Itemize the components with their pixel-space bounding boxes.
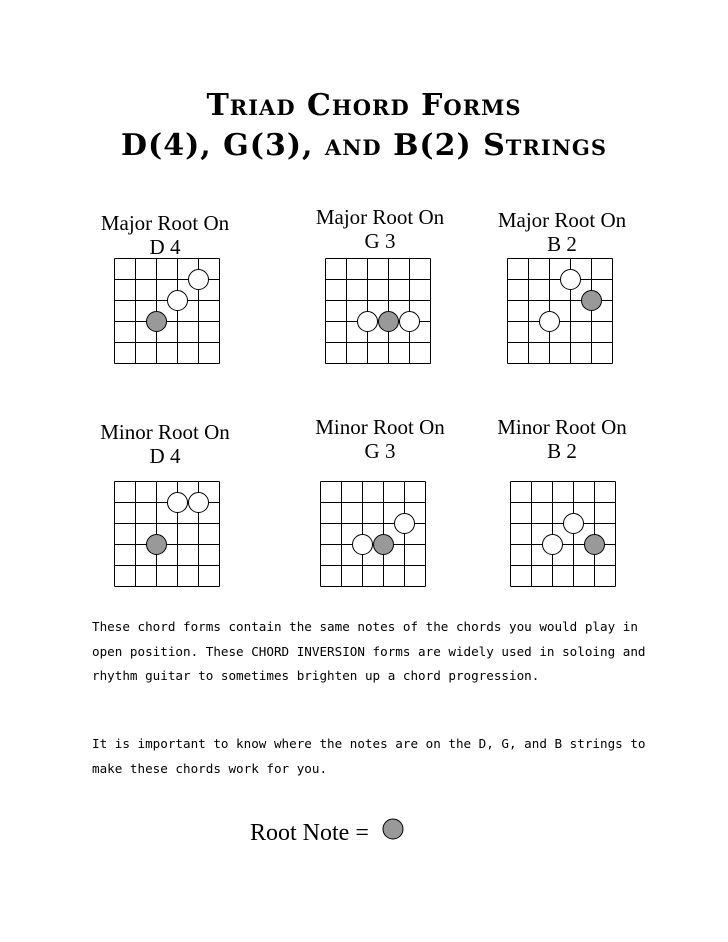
chart-label-line1: Major Root On [100, 211, 230, 235]
chart-label-minor-d [90, 420, 240, 468]
note-dot [358, 312, 378, 332]
note-dot [543, 535, 563, 555]
root-note-dot [147, 535, 167, 555]
chart-label-line2: G 3 [364, 229, 396, 253]
chart-label-line1: Minor Root On [100, 420, 230, 444]
chart-label-line2: D 4 [149, 444, 181, 468]
legend-label: Root Note = [250, 820, 369, 846]
root-note-dot [585, 535, 605, 555]
chart-label-minor-g [305, 415, 455, 463]
note-dot [189, 493, 209, 513]
description-paragraph: These chord forms contain the same notes of the chords you would play in open position. These CHORD INVERSION forms are widely used in soloing and rhythm guitar to sometimes brighten up a chord progression. [92, 619, 646, 683]
chart-label-line1: Major Root On [497, 208, 627, 232]
chord-chart-minor-d [114, 481, 220, 587]
chord-chart-major-d [114, 258, 220, 364]
root-note-dot [379, 312, 399, 332]
chart-label-line1: Major Root On [315, 205, 445, 229]
note-dot [564, 514, 584, 534]
chart-label-line2: G 3 [364, 439, 396, 463]
note-dot [168, 291, 188, 311]
chart-label-major-b [487, 208, 637, 256]
note-dot [395, 514, 415, 534]
page-title: Triad Chord Forms [206, 88, 522, 123]
chart-label-line2: B 2 [547, 439, 577, 463]
chart-label-major-g [305, 205, 455, 253]
chord-chart-major-g [325, 258, 431, 364]
note-dot [561, 270, 581, 290]
chart-label-minor-b [487, 415, 637, 463]
page-subtitle: D(4), G(3), and B(2) Strings [120, 128, 607, 163]
chart-label-line2: D 4 [149, 235, 181, 259]
chord-chart-minor-b [510, 481, 616, 587]
root-note-dot [374, 535, 394, 555]
chord-chart-major-b [507, 258, 613, 364]
root-note-icon [381, 818, 405, 842]
note-dot [400, 312, 420, 332]
note-dot [353, 535, 373, 555]
note-dot [540, 312, 560, 332]
note-dot [189, 270, 209, 290]
root-note-dot [147, 312, 167, 332]
chord-chart-minor-g [320, 481, 426, 587]
instruction-paragraph: It is important to know where the notes are on the D, G, and B strings to make these chords work for you. [92, 736, 646, 776]
note-dot [168, 493, 188, 513]
chart-label-major-d [90, 211, 240, 259]
chart-label-line1: Minor Root On [315, 415, 445, 439]
root-note-dot [582, 291, 602, 311]
legend [250, 818, 405, 847]
chart-label-line1: Minor Root On [497, 415, 627, 439]
chart-label-line2: B 2 [547, 232, 577, 256]
